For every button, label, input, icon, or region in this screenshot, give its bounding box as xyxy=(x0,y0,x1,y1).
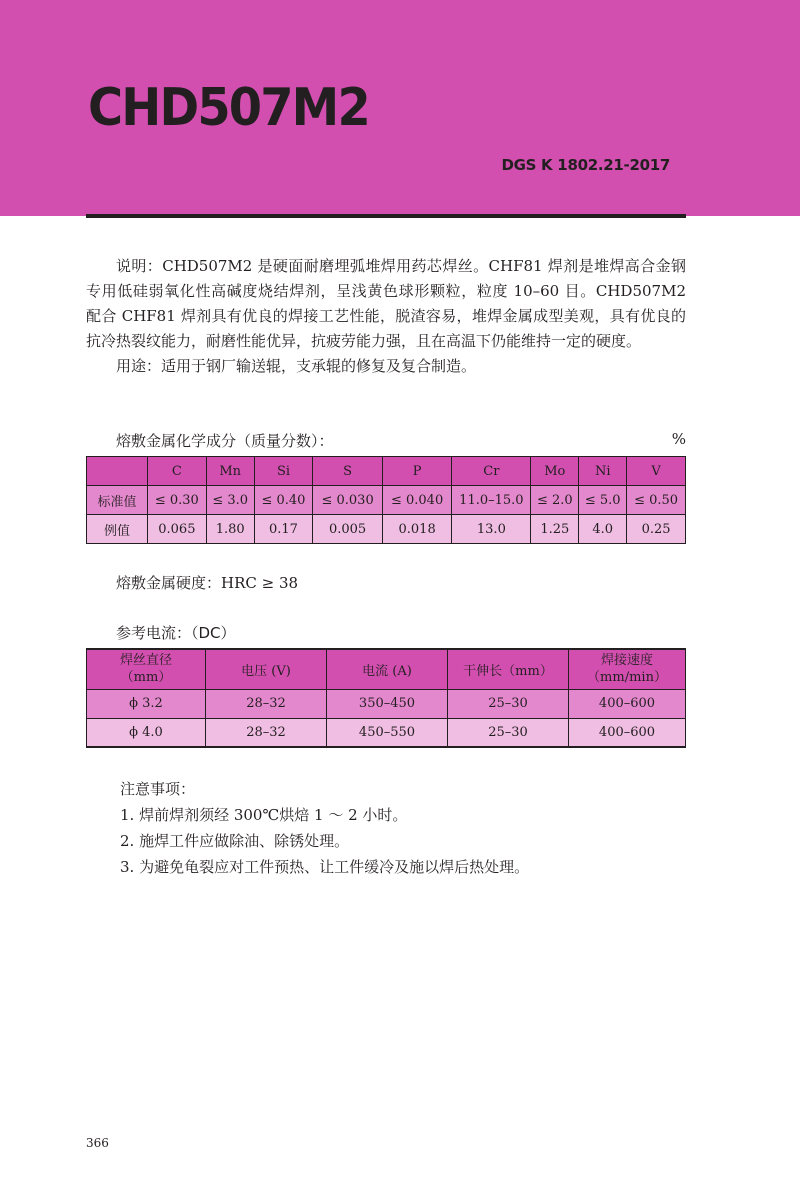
current-header-row xyxy=(87,649,686,689)
table-cell: 450–550 xyxy=(327,718,448,747)
table-cell: ≤ 0.50 xyxy=(627,486,686,515)
table-cell: ≤ 0.040 xyxy=(382,486,452,515)
description-block xyxy=(86,254,686,379)
current-heading xyxy=(86,622,686,643)
current-title: 参考电流：（DC） xyxy=(116,624,236,642)
header-line: 干伸长（mm） xyxy=(463,663,553,679)
note-item: 2. 施焊工件应做除油、除锈处理。 xyxy=(120,832,350,850)
description-text: CHD507M2 是硬面耐磨埋弧堆焊用药芯焊丝。CHF81 焊剂是堆焊高合金钢专用低硅弱氧化性高碱度烧结焊剂，呈浅黄色球形颗粒，粒度 10–60 目。CHD507M2 配合 CHF81 焊剂具有优良的焊接工艺性能，脱渣容易，堆焊金属成型美观，具有优良的抗冷热裂纹能力，耐磨性能优异，抗疲劳能力强，且在高温下仍能维持一定的硬度。 xyxy=(86,257,686,350)
usage-label: 用途： xyxy=(116,357,162,375)
table-cell: 13.0 xyxy=(452,515,531,544)
table-cell: C xyxy=(148,457,207,486)
header-line: （mm/min） xyxy=(587,670,667,686)
table-cell: 1.25 xyxy=(531,515,579,544)
chemistry-title: 熔敷金属化学成分（质量分数）： xyxy=(116,432,334,450)
table-row xyxy=(87,689,686,718)
header-band xyxy=(0,0,800,216)
table-cell: ≤ 0.30 xyxy=(148,486,207,515)
table-cell: 0.018 xyxy=(382,515,452,544)
table-cell: S xyxy=(313,457,383,486)
table-cell: 400–600 xyxy=(569,718,686,747)
page-number: 366 xyxy=(86,1136,109,1150)
table-cell: 350–450 xyxy=(327,689,448,718)
table-cell: Mn xyxy=(206,457,254,486)
note-item: 1. 焊前焊剂须经 300℃烘焙 1 ～ 2 小时。 xyxy=(120,806,408,824)
table-cell: 400–600 xyxy=(569,689,686,718)
header-line: 焊接速度 xyxy=(600,653,653,669)
table-cell: ϕ 3.2 xyxy=(87,689,206,718)
table-cell xyxy=(448,649,569,689)
table-row xyxy=(87,718,686,747)
notes-block xyxy=(120,776,529,880)
table-cell: Si xyxy=(254,457,313,486)
hardness-value: HRC ≥ 38 xyxy=(221,574,299,592)
table-cell: P xyxy=(382,457,452,486)
table-cell: 28–32 xyxy=(206,689,327,718)
table-cell: ≤ 2.0 xyxy=(531,486,579,515)
table-cell: 0.17 xyxy=(254,515,313,544)
usage-paragraph xyxy=(86,354,686,379)
table-cell: 25–30 xyxy=(448,718,569,747)
header-rule xyxy=(86,214,686,218)
table-cell: Ni xyxy=(579,457,627,486)
table-cell: 0.065 xyxy=(148,515,207,544)
chemistry-unit: % xyxy=(671,430,686,448)
chemistry-header-row xyxy=(87,457,686,486)
header-line: 电压 (V) xyxy=(241,663,291,679)
table-row xyxy=(87,515,686,544)
hardness-label: 熔敷金属硬度： xyxy=(116,574,222,592)
table-cell: 0.25 xyxy=(627,515,686,544)
table-cell: Cr xyxy=(452,457,531,486)
table-cell xyxy=(87,457,148,486)
table-cell xyxy=(87,649,206,689)
description-label: 说明： xyxy=(116,257,163,275)
header-line: 电流 (A) xyxy=(362,663,412,679)
table-cell xyxy=(206,649,327,689)
table-row xyxy=(87,486,686,515)
note-item: 3. 为避免龟裂应对工件预热、让工件缓冷及施以焊后热处理。 xyxy=(120,858,530,876)
table-cell: ϕ 4.0 xyxy=(87,718,206,747)
table-cell: 例值 xyxy=(87,515,148,544)
product-title: CHD507M2 xyxy=(88,78,369,138)
standard-code: DGS K 1802.21-2017 xyxy=(501,156,670,174)
notes-title: 注意事项： xyxy=(120,780,196,798)
table-cell: ≤ 3.0 xyxy=(206,486,254,515)
table-cell: 0.005 xyxy=(313,515,383,544)
table-cell: ≤ 0.030 xyxy=(313,486,383,515)
chemistry-table xyxy=(86,456,686,544)
table-cell: 11.0–15.0 xyxy=(452,486,531,515)
usage-text: 适用于钢厂输送辊，支承辊的修复及复合制造。 xyxy=(161,357,477,375)
header-line: （mm） xyxy=(120,670,172,686)
header-line: 焊丝直径 xyxy=(119,653,172,669)
table-cell: V xyxy=(627,457,686,486)
hardness-line xyxy=(86,572,686,593)
table-cell: ≤ 0.40 xyxy=(254,486,313,515)
description-paragraph xyxy=(86,254,686,354)
table-cell: ≤ 5.0 xyxy=(579,486,627,515)
table-cell xyxy=(327,649,448,689)
table-cell: 25–30 xyxy=(448,689,569,718)
current-table xyxy=(86,648,686,748)
table-cell: 1.80 xyxy=(206,515,254,544)
table-cell: Mo xyxy=(531,457,579,486)
chemistry-heading xyxy=(86,430,686,451)
table-cell: 4.0 xyxy=(579,515,627,544)
table-cell xyxy=(569,649,686,689)
table-cell: 28–32 xyxy=(206,718,327,747)
table-cell: 标准值 xyxy=(87,486,148,515)
